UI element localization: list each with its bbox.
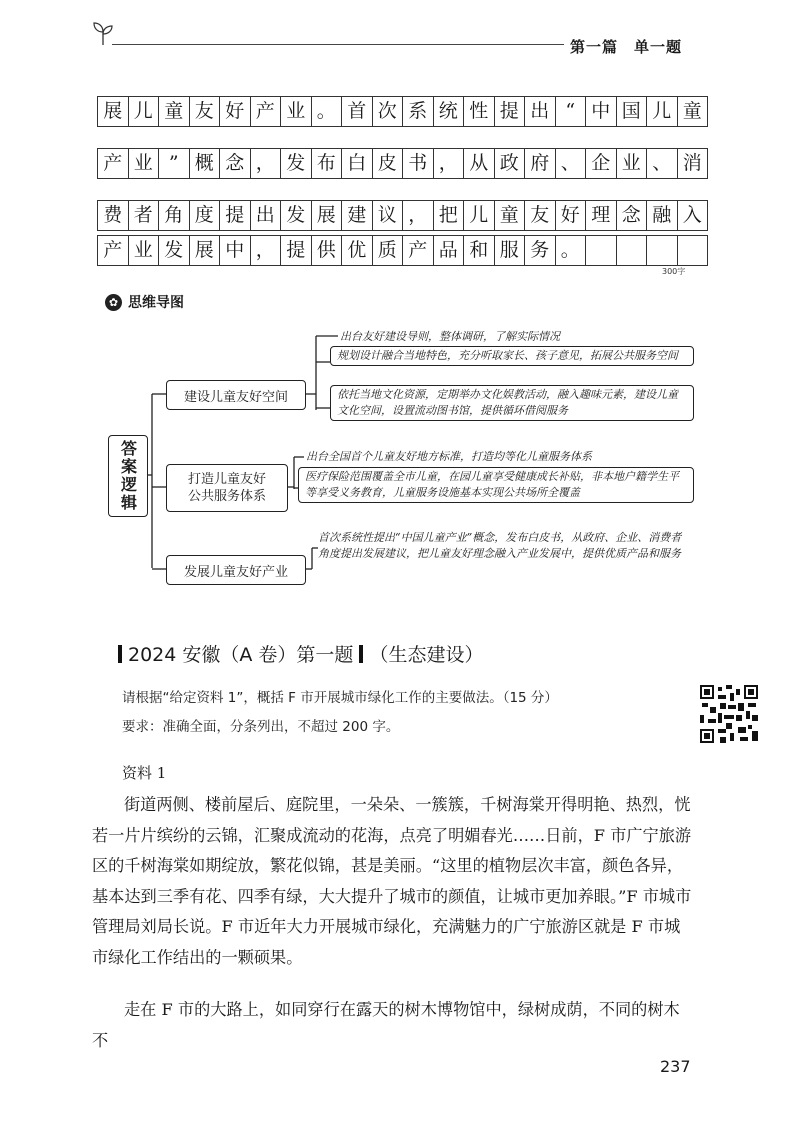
grid-cell: 服 xyxy=(494,235,526,266)
grid-cell: 供 xyxy=(311,235,343,266)
grid-cell: ， xyxy=(433,148,465,179)
mindmap-note: 依托当地文化资源，定期举办文化娱教活动，融入趣味元素，建设儿童文化空间，设置流动图书馆，提供循环借阅服务 xyxy=(330,385,694,421)
grid-cell: 儿 xyxy=(463,200,495,231)
grid-cell: 。 xyxy=(311,96,343,127)
section-heading-main: 2024 安徽（A 卷）第一题 xyxy=(128,644,354,666)
grid-cell: 、 xyxy=(646,148,678,179)
mindmap-note: 首次系统性提出“中国儿童产业”概念，发布白皮书，从政府、企业、消费者角度提出发展建议，把儿童友好理念融入产业发展中，提供优质产品和服务 xyxy=(318,531,682,560)
grid-cell: 皮 xyxy=(372,148,404,179)
word-count-note: 300字 xyxy=(662,267,686,276)
grid-cell: 费 xyxy=(97,200,129,231)
grid-cell: 好 xyxy=(219,96,251,127)
grid-cell: 展 xyxy=(97,96,129,127)
grid-cell: 中 xyxy=(219,235,251,266)
page-number: 237 xyxy=(660,1057,691,1076)
flower-badge-icon: ✿ xyxy=(105,294,122,311)
branch-label-line1: 打造儿童友好 xyxy=(187,472,266,487)
branch-label: 发展儿童友好产业 xyxy=(183,564,288,580)
grid-cell: 建 xyxy=(341,200,373,231)
heading-bar xyxy=(359,645,363,663)
grid-cell: 业 xyxy=(128,148,160,179)
grid-cell: 产 xyxy=(97,148,129,179)
mindmap-root-label: 答案逻辑 xyxy=(118,440,138,512)
grid-cell: 。 xyxy=(555,235,587,266)
mindmap-root xyxy=(108,435,148,517)
grid-cell: 品 xyxy=(433,235,465,266)
material-paragraph: 走在 F 市的大路上，如同穿行在露天的树木博物馆中，绿树成荫，不同的树木不 xyxy=(92,1000,680,1050)
grid-cell: 发 xyxy=(280,200,312,231)
grid-cell: 府 xyxy=(524,148,556,179)
grid-cell: 业 xyxy=(128,235,160,266)
grid-cell: 者 xyxy=(128,200,160,231)
grid-cell: 质 xyxy=(372,235,404,266)
grid-cell: 企 xyxy=(585,148,617,179)
heading-bar xyxy=(118,645,122,663)
grid-cell: 产 xyxy=(402,235,434,266)
grid-cell: ， xyxy=(250,235,282,266)
grid-cell: 角 xyxy=(158,200,190,231)
grid-cell: 展 xyxy=(311,200,343,231)
grid-cell: 理 xyxy=(585,200,617,231)
grid-cell: 概 xyxy=(189,148,221,179)
grid-cell: 度 xyxy=(189,200,221,231)
grid-cell: 发 xyxy=(158,235,190,266)
grid-cell: 和 xyxy=(463,235,495,266)
grid-cell: 提 xyxy=(219,200,251,231)
grid-cell: 儿 xyxy=(128,96,160,127)
grid-cell: 产 xyxy=(250,96,282,127)
branch-label: 建设儿童友好空间 xyxy=(183,389,288,405)
requirement-text: 要求：准确全面，分条列出，不超过 200 字。 xyxy=(122,719,400,735)
grid-cell: ， xyxy=(250,148,282,179)
mindmap-note: 出台友好建设导则，整体调研，了解实际情况 xyxy=(340,330,560,343)
grid-cell: 统 xyxy=(433,96,465,127)
grid-cell: 发 xyxy=(280,148,312,179)
grid-cell: 念 xyxy=(616,200,648,231)
question-text: 请根据“给定资料 1”，概括 F 市开展城市绿化工作的主要做法。（15 分） xyxy=(122,690,558,706)
section-heading xyxy=(118,640,483,667)
grid-cell: 友 xyxy=(189,96,221,127)
grid-cell: 童 xyxy=(494,200,526,231)
grid-cell: 业 xyxy=(616,148,648,179)
grid-cell: 融 xyxy=(646,200,678,231)
grid-cell: 从 xyxy=(463,148,495,179)
grid-cell: 念 xyxy=(219,148,251,179)
qr-code-icon[interactable] xyxy=(700,685,758,743)
mindmap-note: 出台全国首个儿童友好地方标准，打造均等化儿童服务体系 xyxy=(306,450,592,463)
grid-cell: 把 xyxy=(433,200,465,231)
grid-cell: 出 xyxy=(250,200,282,231)
grid-cell: 务 xyxy=(524,235,556,266)
grid-cell: 提 xyxy=(280,235,312,266)
grid-cell: 业 xyxy=(280,96,312,127)
grid-cell: 出 xyxy=(524,96,556,127)
branch-public-service-system xyxy=(166,464,288,512)
grid-cell: 次 xyxy=(372,96,404,127)
grid-cell: ， xyxy=(402,200,434,231)
grid-cell: 产 xyxy=(97,235,129,266)
grid-cell: 儿 xyxy=(646,96,678,127)
grid-cell: 友 xyxy=(524,200,556,231)
grid-cell: 议 xyxy=(372,200,404,231)
section-heading-topic: （生态建设） xyxy=(369,644,484,666)
grid-cell: 优 xyxy=(341,235,373,266)
grid-cell: ” xyxy=(158,148,190,179)
grid-cell: 消 xyxy=(677,148,709,179)
branch-child-friendly-industry xyxy=(166,555,306,585)
grid-cell: 系 xyxy=(402,96,434,127)
material-paragraph: 街道两侧、楼前屋后、庭院里，一朵朵、一簇簇，千树海棠开得明艳、热烈，恍若一片片缤纷的云锦，汇聚成流动的花海，点亮了明媚春光……日前，F 市广宁旅游区的千树海棠如期绽放，繁花似锦，甚是美丽。“这里的植物层次丰富，颜色各异，基本达到三季有花、四季有绿，大大提升了城市的颜值，让城市更加养眼。”F 市城市管理局刘局长说。F 市近年大力开展城市绿化，充满魅力的广宁旅游区就是 F 市城市绿化工作结出的一颗硕果。 xyxy=(92,795,692,967)
grid-cell: 入 xyxy=(677,200,709,231)
branch-child-friendly-space xyxy=(166,380,306,410)
grid-cell: 政 xyxy=(494,148,526,179)
mindmap-title: 思维导图 xyxy=(128,295,184,311)
chapter-title: 第一篇 单一题 xyxy=(570,38,683,56)
grid-cell: 童 xyxy=(677,96,709,127)
grid-cell: 童 xyxy=(158,96,190,127)
grid-cell: 布 xyxy=(311,148,343,179)
grid-cell: 书 xyxy=(402,148,434,179)
mindmap-note: 医疗保险范围覆盖全市儿童，在园儿童享受健康成长补贴，非本地户籍学生平等享受义务教育，儿童服务设施基本实现公共场所全覆盖 xyxy=(298,467,694,503)
grid-cell: 首 xyxy=(341,96,373,127)
grid-cell: 白 xyxy=(341,148,373,179)
grid-cell: “ xyxy=(555,96,587,127)
grid-cell: 提 xyxy=(494,96,526,127)
mindmap-note: 规划设计融合当地特色，充分听取家长、孩子意见，拓展公共服务空间 xyxy=(330,346,694,366)
grid-cell: 好 xyxy=(555,200,587,231)
grid-cell: 、 xyxy=(555,148,587,179)
grid-cell: 性 xyxy=(463,96,495,127)
grid-cell: 中 xyxy=(585,96,617,127)
grid-cell: 展 xyxy=(189,235,221,266)
branch-label-line2: 公共服务体系 xyxy=(187,489,266,504)
material-title: 资料 1 xyxy=(122,764,167,782)
grid-cell: 国 xyxy=(616,96,648,127)
